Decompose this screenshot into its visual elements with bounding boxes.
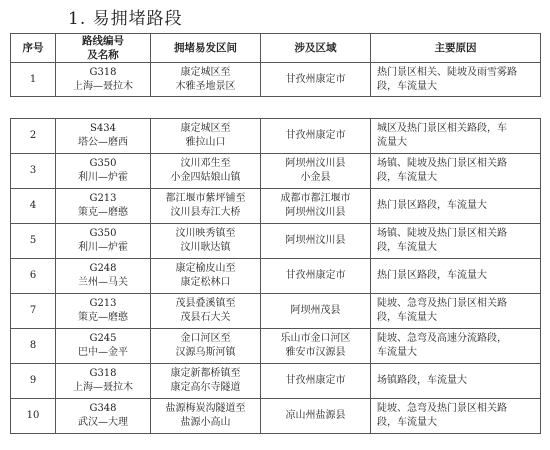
row-reason [371, 63, 541, 97]
congestion-table-part-1 [10, 33, 541, 97]
congestion-table-part-2 [10, 118, 541, 434]
route-name: 策克—磨憨 [78, 207, 128, 218]
route-code: G318 [89, 66, 117, 78]
row-num: 8 [11, 329, 56, 364]
area-line2: 雅安市汉源县 [285, 347, 346, 358]
row-section [151, 399, 261, 434]
section-line1: 康定新都桥镇至 [170, 368, 241, 379]
table-row [11, 224, 541, 259]
area-line1: 甘孜州康定市 [285, 73, 346, 85]
row-section [151, 259, 261, 294]
area-line1: 阿坝州茂县 [290, 305, 341, 316]
row-route [56, 329, 151, 364]
section-line1: 汶川映秀镇至 [175, 228, 236, 239]
header-reason: 主要原因 [371, 34, 541, 63]
section-line1: 汶川邓生至 [180, 158, 231, 169]
row-section [151, 364, 261, 399]
row-num: 1 [11, 63, 56, 97]
section-line2: 茂县石大关 [180, 312, 231, 323]
reason-line1: 场镇、陡坡及热门景区相关路 [377, 158, 507, 169]
header-section: 拥堵易发区间 [151, 34, 261, 63]
route-name: 上海—聂拉木 [73, 80, 133, 92]
area-line1: 阿坝州汶川县 [285, 158, 346, 169]
row-section [151, 189, 261, 224]
route-name: 利川—炉霍 [78, 172, 128, 183]
section-line1: 康定城区至 [180, 123, 231, 134]
area-line1: 甘孜州康定市 [285, 375, 346, 386]
row-area [261, 399, 371, 434]
header-route [56, 34, 151, 63]
row-section [151, 119, 261, 154]
header-num: 序号 [11, 34, 56, 63]
section-line1: 都江堰市紫坪铺至 [165, 193, 246, 204]
row-num: 3 [11, 154, 56, 189]
area-line1: 甘孜州康定市 [285, 130, 346, 141]
row-area [261, 259, 371, 294]
area-line1: 阿坝州汶川县 [285, 235, 346, 246]
header-route-line2: 及名称 [87, 49, 119, 61]
section-line2: 盐源小高山 [180, 417, 231, 428]
route-code: G213 [89, 193, 117, 204]
area-line1: 成都市都江堰市 [280, 193, 351, 204]
row-route [56, 154, 151, 189]
table-row [11, 259, 541, 294]
row-reason [371, 329, 541, 364]
table-row [11, 399, 541, 434]
row-route [56, 224, 151, 259]
row-area [261, 119, 371, 154]
reason-line2: 段，车流量大 [377, 417, 437, 428]
row-section [151, 154, 261, 189]
row-reason [371, 364, 541, 399]
route-name: 兰州—马关 [78, 277, 128, 288]
area-line1: 凉山州盐源县 [285, 410, 346, 421]
section-line2: 康定高尔寺隧道 [170, 382, 241, 393]
reason-line2: 段，车流量大 [377, 80, 437, 92]
table-row [11, 294, 541, 329]
row-section [151, 63, 261, 97]
table-row [11, 154, 541, 189]
row-reason [371, 259, 541, 294]
area-line2: 小金县 [300, 172, 331, 183]
table-row [11, 364, 541, 399]
row-area [261, 294, 371, 329]
reason-line2: 车流量大 [377, 347, 417, 358]
section-line2: 小金四姑娘山镇 [170, 172, 241, 183]
table-row [11, 329, 541, 364]
area-line2: 阿坝州汶川县 [285, 207, 346, 218]
reason-line1: 热门景区路段，车流量大 [377, 270, 487, 281]
header-area: 涉及区域 [261, 34, 371, 63]
section-line1: 康定榆皮山至 [175, 263, 236, 274]
row-area [261, 329, 371, 364]
reason-line1: 陡坡、急弯及热门景区相关路 [377, 403, 507, 414]
route-name: 巴中—金平 [78, 347, 128, 358]
row-route [56, 259, 151, 294]
row-route [56, 63, 151, 97]
row-reason [371, 154, 541, 189]
table-header-row [11, 34, 541, 63]
row-reason [371, 399, 541, 434]
route-code: G213 [89, 298, 117, 309]
table-row [11, 189, 541, 224]
row-reason [371, 224, 541, 259]
area-line1: 甘孜州康定市 [285, 270, 346, 281]
row-area [261, 154, 371, 189]
row-route [56, 399, 151, 434]
row-area [261, 224, 371, 259]
route-name: 上海—聂拉木 [73, 382, 133, 393]
row-num: 10 [11, 399, 56, 434]
row-num: 7 [11, 294, 56, 329]
row-num: 6 [11, 259, 56, 294]
route-code: G350 [89, 158, 117, 169]
row-section [151, 224, 261, 259]
route-code: G348 [89, 403, 117, 414]
table-row [11, 119, 541, 154]
table-row [11, 63, 541, 97]
section-line2: 汉源乌斯河镇 [175, 347, 236, 358]
reason-line1: 热门景区路段，车流量大 [377, 200, 487, 211]
reason-line2: 段，车流量大 [377, 312, 437, 323]
reason-line1: 热门景区相关、陡坡及雨雪雾路 [377, 66, 517, 78]
row-route [56, 189, 151, 224]
row-route [56, 364, 151, 399]
route-name: 利川—炉霍 [78, 242, 128, 253]
section-line1: 康定城区至 [180, 66, 231, 78]
row-area [261, 364, 371, 399]
row-route [56, 119, 151, 154]
row-num: 2 [11, 119, 56, 154]
section-line2: 康定松林口 [180, 277, 231, 288]
reason-line1: 场镇路段，车流量大 [377, 375, 467, 386]
header-route-line1: 路线编号 [82, 35, 124, 47]
reason-line2: 段，车流量大 [377, 172, 437, 183]
route-name: 武汉—大理 [78, 417, 128, 428]
row-section [151, 294, 261, 329]
section-line1: 茂县叠溪镇至 [175, 298, 236, 309]
row-area [261, 189, 371, 224]
section-line2: 雅拉山口 [185, 137, 226, 148]
section-line1: 金口河区至 [180, 333, 231, 344]
area-line1: 乐山市金口河区 [280, 333, 351, 344]
route-code: G248 [89, 263, 117, 274]
reason-line2: 段，车流量大 [377, 242, 437, 253]
section-line1: 盐源梅炭沟隧道至 [165, 403, 246, 414]
route-code: G350 [89, 228, 117, 239]
reason-line1: 场镇、陡坡及热门景区相关路 [377, 228, 507, 239]
row-reason [371, 189, 541, 224]
section-line2: 木雅圣地景区 [175, 80, 236, 92]
route-code: S434 [90, 123, 116, 134]
row-route [56, 294, 151, 329]
section-line2: 汶川县寿江大桥 [170, 207, 241, 218]
row-reason [371, 294, 541, 329]
row-reason [371, 119, 541, 154]
reason-line1: 陡坡、急弯及高速分流路段， [377, 333, 507, 344]
route-code: G318 [89, 368, 117, 379]
section-heading: 1. 易拥堵路段 [68, 9, 183, 29]
row-num: 5 [11, 224, 56, 259]
row-section [151, 329, 261, 364]
route-name: 策克—磨憨 [78, 312, 128, 323]
route-code: G245 [89, 333, 117, 344]
route-name: 塔公—磨西 [78, 137, 128, 148]
row-num: 9 [11, 364, 56, 399]
row-area [261, 63, 371, 97]
row-num: 4 [11, 189, 56, 224]
reason-line1: 陡坡、急弯及热门景区相关路 [377, 298, 507, 309]
reason-line1: 城区及热门景区相关路段，车 [377, 123, 507, 134]
section-line2: 汶川耿达镇 [180, 242, 231, 253]
reason-line2: 流量大 [377, 137, 407, 148]
